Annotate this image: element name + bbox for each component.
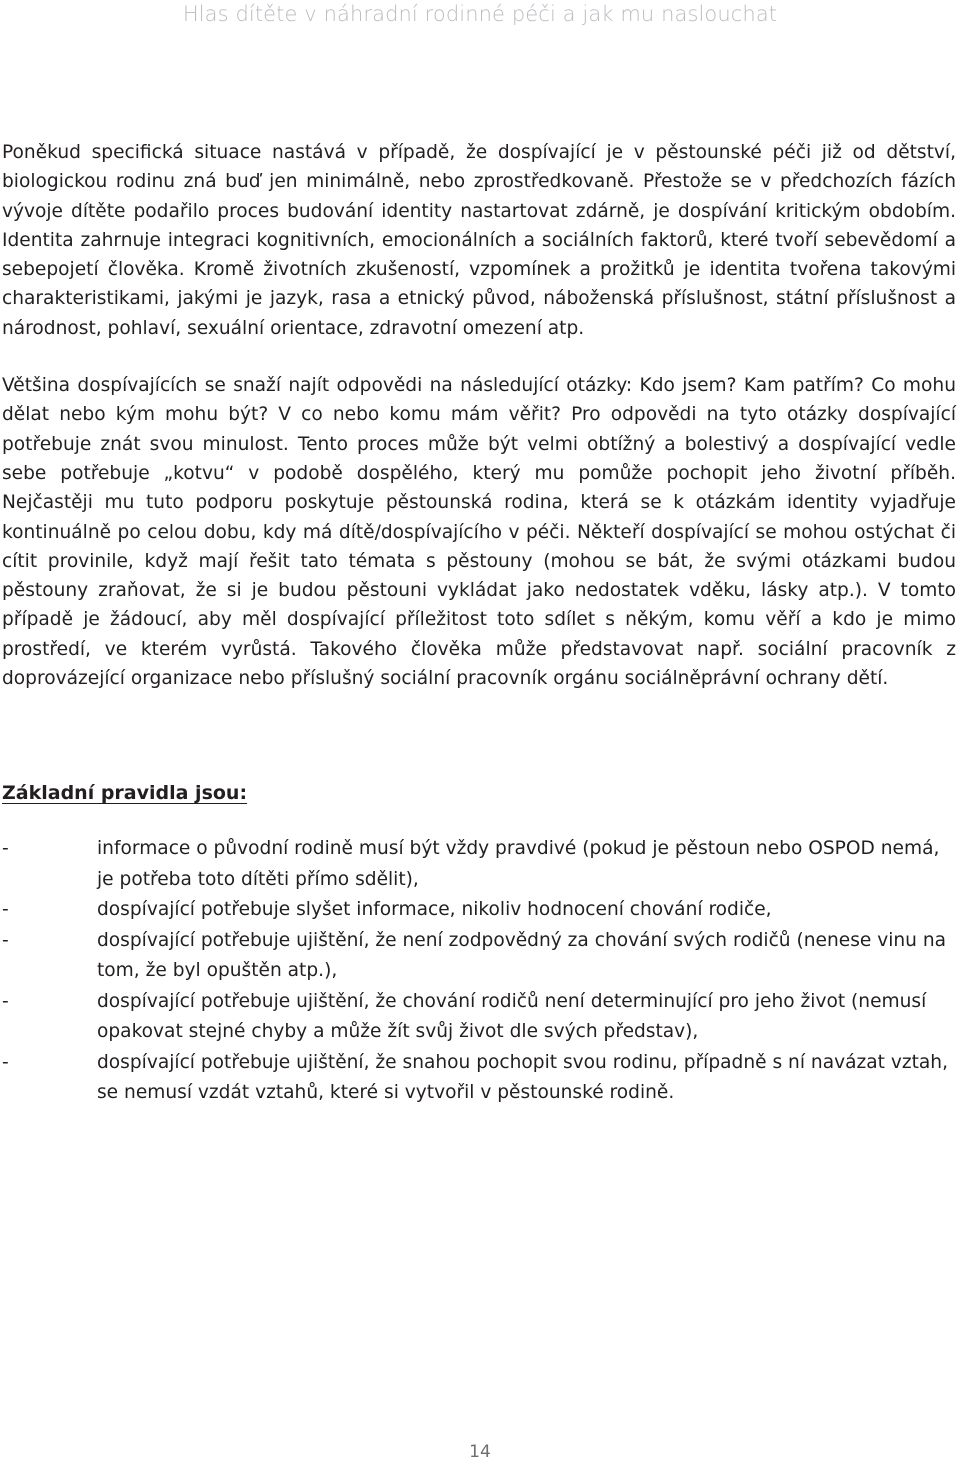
list-dash: - (2, 838, 9, 860)
rule-item (2, 987, 956, 1048)
list-dash: - (2, 899, 9, 921)
rule-text: dospívající potřebuje ujištění, že snahou pochopit svou rodinu, případně s ní navázat vztah, se nemusí vzdát vztahů, které si vytvořil v pěstounské rodině. (97, 1051, 948, 1104)
rule-item (2, 895, 956, 926)
rules-list (2, 834, 956, 1109)
body-paragraph-questions: Většina dospívajících se snaží najít odpovědi na následující otázky: Kdo jsem? Kam patřím? Co mohu dělat nebo kým mohu být? V co nebo komu mám věřit? Pro odpovědi na tyto otázky dospívající potřebuje znát svou minulost. Tento proces může být velmi obtížný a bolestivý a dospívající vedle sebe potřebuje „kotvu“ v podobě dospělého, který mu pomůže pochopit jeho životní příběh. Nejčastěji mu tuto podporu poskytuje pěstounská rodina, která se k otázkám identity vyjadřuje kontinuálně po celou dobu, kdy má dítě/dospívajícího v péči. Někteří dospívající se mohou ostýchat či cítit provinile, když mají řešit tato témata s pěstouny (mohou se bát, že svými otázkami budou pěstouny zraňovat, že si je budou pěstouni vykládat jako nedostatek vděku, lásky atp.). V tomto případě je žádoucí, aby měl dospívající příležitost toto sdílet s někým, komu věří a kdo je mimo prostředí, ve kterém vyrůstá. Takového člověka může představovat např. sociální pracovník z doprovázející organizace nebo příslušný sociální pracovník orgánu sociálněprávní ochrany dětí. (2, 375, 956, 690)
rule-item (2, 926, 956, 987)
list-dash: - (2, 1051, 9, 1073)
running-header-title: Hlas dítěte v náhradní rodinné péči a jak mu naslouchat (182, 2, 778, 26)
page-body (2, 138, 956, 1109)
body-paragraph-identity: Poněkud specifická situace nastává v případě, že dospívající je v pěstounské péči již od dětství, biologickou rodinu zná buď jen minimálně, nebo zprostředkovaně. Přestože se v předchozích fázích vývoje dítěte podařilo proces budování identity nastartovat zdárně, je dospívání kritickým obdobím. Identita zahrnuje integraci kognitivních, emocionálních a sociálních faktorů, které tvoří sebevědomí a sebepojetí člověka. Kromě životních zkušeností, vzpomínek a prožitků je identita tvořena takovými charakteristikami, jakými je jazyk, rasa a etnický původ, náboženská příslušnost, státní příslušnost a národnost, pohlaví, sexuální orientace, zdravotní omezení atp. (2, 142, 956, 339)
rules-heading: Základní pravidla jsou: (2, 782, 248, 805)
rule-text: informace o původní rodině musí být vždy pravdivé (pokud je pěstoun nebo OSPOD nemá, je potřeba toto dítěti přímo sdělit), (97, 838, 940, 890)
page-number: 14 (469, 1442, 491, 1462)
rule-text: dospívající potřebuje ujištění, že není zodpovědný za chování svých rodičů (nenese vinu na tom, že byl opuštěn atp.), (97, 929, 947, 982)
rule-item (2, 834, 956, 895)
rule-item (2, 1048, 956, 1109)
rule-text: dospívající potřebuje ujištění, že chování rodičů není determinující pro jeho život (nemusí opakovat stejné chyby a může žít svůj život dle svých představ), (97, 990, 927, 1043)
list-dash: - (2, 929, 9, 951)
rule-text: dospívající potřebuje slyšet informace, nikoliv hodnocení chování rodiče, (97, 899, 772, 921)
list-dash: - (2, 990, 9, 1012)
